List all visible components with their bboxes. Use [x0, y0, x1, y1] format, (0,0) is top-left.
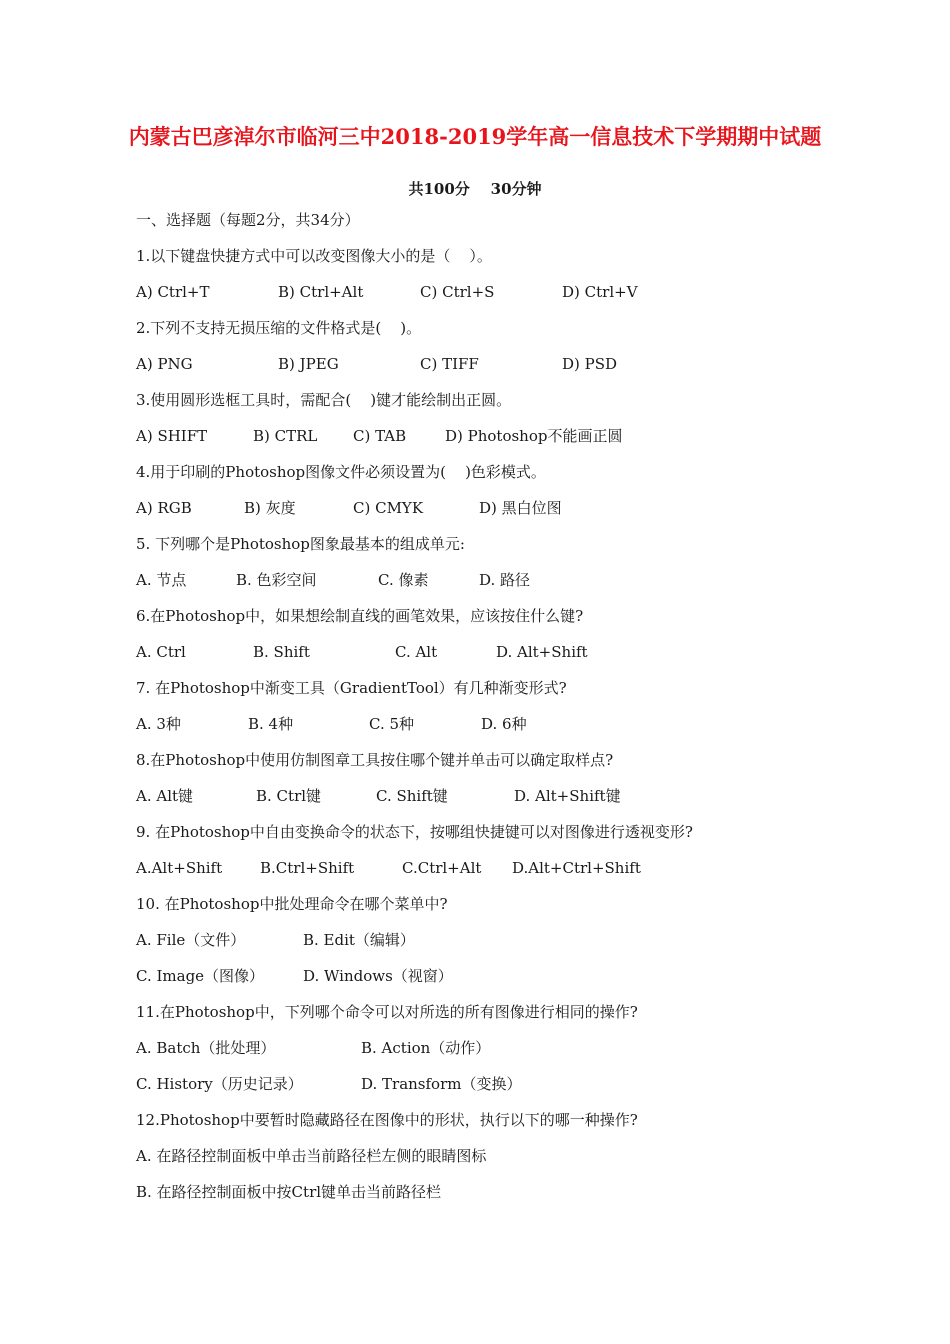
option-a: A. File（文件） — [136, 931, 246, 949]
question-2: 2.下列不支持无损压缩的文件格式是( )。 — [136, 319, 422, 337]
option-a: A. Ctrl — [136, 643, 186, 661]
question-9: 9. 在Photoshop中自由变换命令的状态下，按哪组快捷键可以对图像进行透视变形? — [136, 823, 693, 841]
option-b: B. Edit（编辑） — [303, 931, 415, 949]
option-a: A. 在路径控制面板中单击当前路径栏左侧的眼睛图标 — [136, 1147, 487, 1165]
question-12: 12.Photoshop中要暂时隐藏路径在图像中的形状，执行以下的哪一种操作? — [136, 1111, 638, 1129]
option-b: B) JPEG — [278, 355, 339, 373]
option-c: C) CMYK — [353, 499, 424, 517]
question-5: 5. 下列哪个是Photoshop图象最基本的组成单元: — [136, 535, 465, 553]
option-a: A. Batch（批处理） — [136, 1039, 276, 1057]
option-d: D. Alt+Shift键 — [514, 787, 621, 805]
option-a: A) Ctrl+T — [136, 283, 210, 301]
option-d: D.Alt+Ctrl+Shift — [512, 859, 641, 877]
option-c: C) TIFF — [420, 355, 479, 373]
question-3: 3.使用圆形选框工具时，需配合( )键才能绘制出正圆。 — [136, 391, 512, 409]
option-d: D. Alt+Shift — [496, 643, 588, 661]
option-c: C. Alt — [395, 643, 438, 661]
option-a: A. 3种 — [136, 715, 181, 733]
option-d: D) PSD — [562, 355, 618, 373]
option-d: D. 6种 — [481, 715, 527, 733]
option-b: B) Ctrl+Alt — [278, 283, 364, 301]
option-c: C.Ctrl+Alt — [402, 859, 482, 877]
section-heading: 一、选择题（每题2分，共34分） — [136, 211, 360, 229]
option-c: C. 像素 — [378, 571, 429, 589]
option-d: D. 路径 — [479, 571, 531, 589]
option-b: B.Ctrl+Shift — [260, 859, 355, 877]
option-d: D) 黑白位图 — [479, 499, 562, 517]
option-d: D. Transform（变换） — [361, 1075, 522, 1093]
option-c: C) TAB — [353, 427, 407, 445]
option-a: A) PNG — [136, 355, 193, 373]
option-b: B) 灰度 — [244, 499, 296, 517]
page-subtitle: 共100分 30分钟 — [408, 180, 542, 198]
option-d: D) Photoshop不能画正圆 — [445, 427, 623, 445]
option-a: A. 节点 — [136, 571, 187, 589]
option-b: B. Shift — [253, 643, 310, 661]
option-a: A) RGB — [136, 499, 192, 517]
page-title: 内蒙古巴彦淖尔市临河三中2018-2019学年高一信息技术下学期期中试题 — [128, 124, 822, 149]
option-c: C. Image（图像） — [136, 967, 265, 985]
option-a: A) SHIFT — [136, 427, 208, 445]
option-c: C. Shift键 — [376, 787, 448, 805]
option-d: D. Windows（视窗） — [303, 967, 453, 985]
question-10: 10. 在Photoshop中批处理命令在哪个菜单中? — [136, 895, 448, 913]
option-a: A. Alt键 — [136, 787, 194, 805]
option-a: A.Alt+Shift — [136, 859, 223, 877]
question-1: 1.以下键盘快捷方式中可以改变图像大小的是（ ）。 — [136, 247, 492, 265]
option-c: C. 5种 — [369, 715, 415, 733]
option-b: B. 4种 — [248, 715, 294, 733]
option-b: B. Action（动作） — [361, 1039, 491, 1057]
option-b: B. 在路径控制面板中按Ctrl键单击当前路径栏 — [136, 1183, 442, 1201]
option-c: C) Ctrl+S — [420, 283, 495, 301]
question-7: 7. 在Photoshop中渐变工具（GradientTool）有几种渐变形式? — [136, 679, 567, 697]
option-b: B. Ctrl键 — [256, 787, 322, 805]
option-d: D) Ctrl+V — [562, 283, 638, 301]
option-c: C. History（历史记录） — [136, 1075, 303, 1093]
option-b: B. 色彩空间 — [236, 571, 317, 589]
question-8: 8.在Photoshop中使用仿制图章工具按住哪个键并单击可以确定取样点? — [136, 751, 614, 769]
question-6: 6.在Photoshop中，如果想绘制直线的画笔效果，应该按住什么键? — [136, 607, 584, 625]
question-11: 11.在Photoshop中，下列哪个命令可以对所选的所有图像进行相同的操作? — [136, 1003, 638, 1021]
question-4: 4.用于印刷的Photoshop图像文件必须设置为( )色彩模式。 — [136, 463, 546, 481]
option-b: B) CTRL — [253, 427, 318, 445]
